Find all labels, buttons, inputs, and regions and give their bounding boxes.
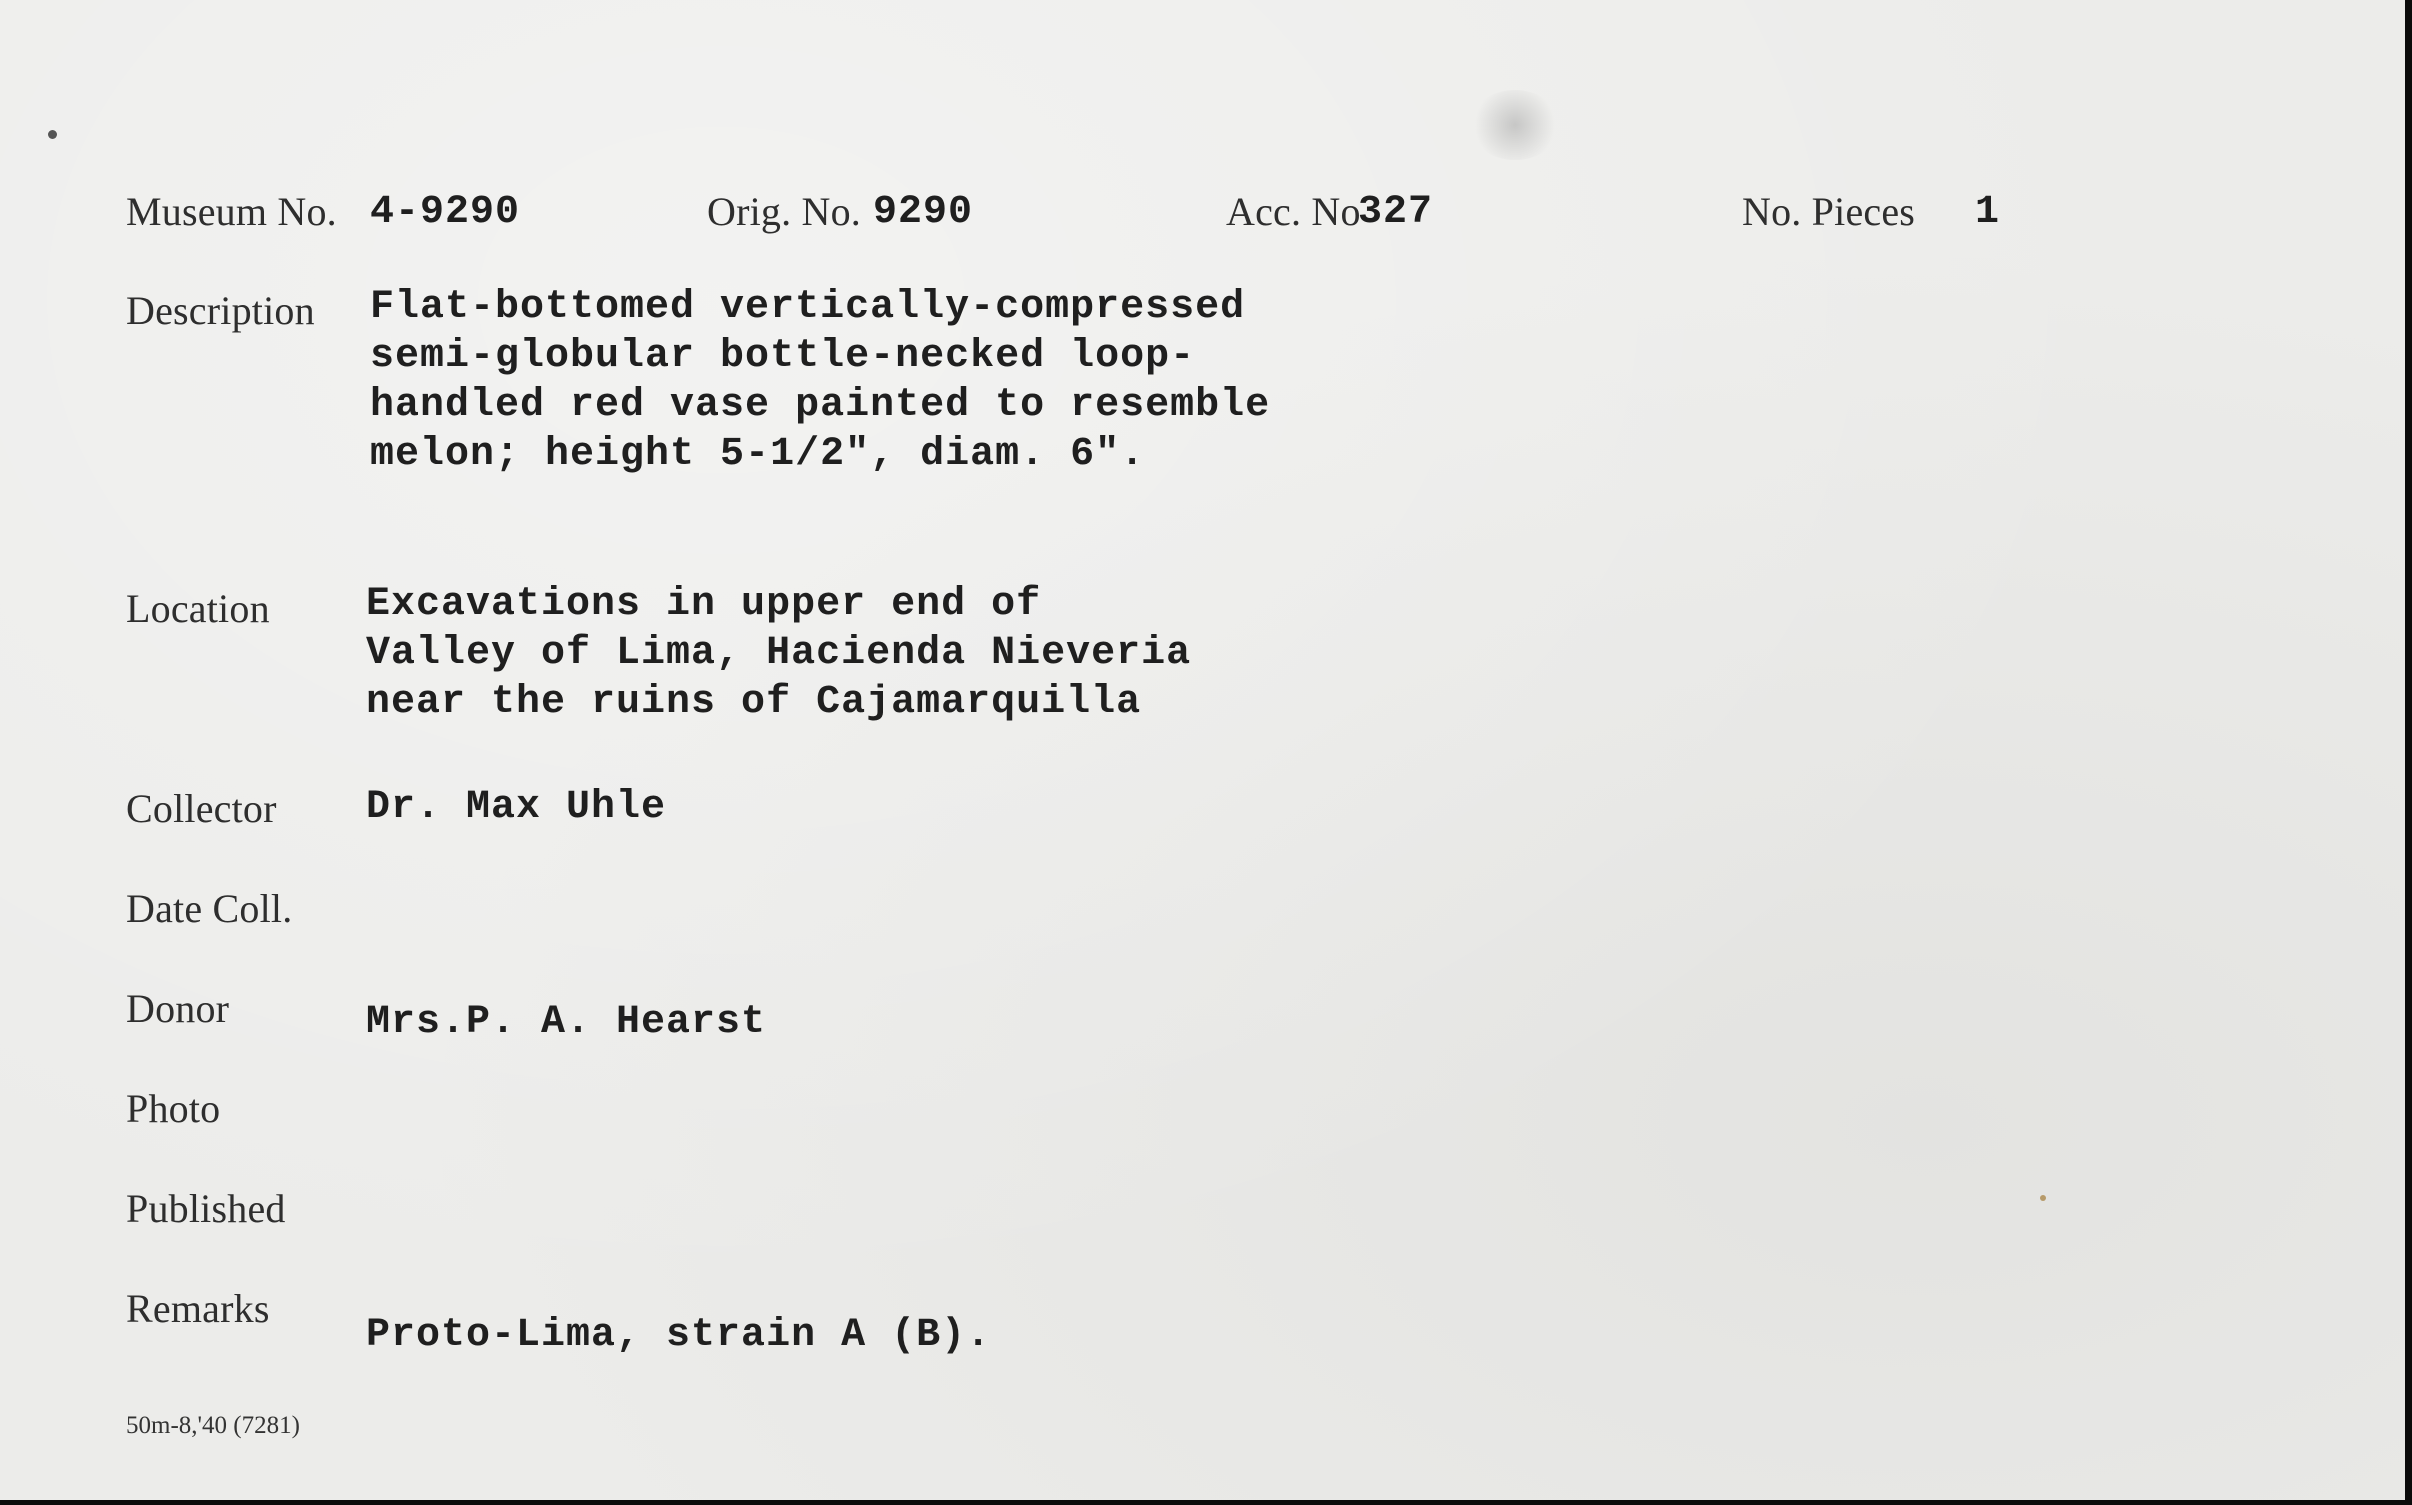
ink-speck	[2040, 1195, 2046, 1201]
photo-label: Photo	[126, 1086, 221, 1131]
date-coll-label: Date Coll.	[126, 886, 293, 931]
donor-value: Mrs.P. A. Hearst	[366, 1000, 767, 1045]
no-pieces-value: 1	[1975, 190, 2001, 235]
print-code: 50m-8,'40 (7281)	[126, 1412, 300, 1439]
museum-no-label: Museum No.	[126, 189, 337, 234]
location-value	[366, 580, 1191, 727]
acc-no-label: Acc. No	[1226, 189, 1361, 234]
collector-value: Dr. Max Uhle	[366, 785, 667, 830]
museum-no-value: 4-9290	[370, 190, 521, 235]
orig-no-value: 9290	[873, 190, 974, 235]
location-line: Excavations in upper end of	[366, 582, 1042, 627]
description-line: semi-globular bottle-necked loop-	[370, 334, 1196, 379]
donor-label: Donor	[126, 986, 230, 1031]
smudge-mark	[1470, 90, 1560, 160]
no-pieces-label: No. Pieces	[1742, 189, 1916, 234]
published-label: Published	[126, 1186, 286, 1231]
description-value	[370, 283, 1270, 479]
description-line: Flat-bottomed vertically-compressed	[370, 285, 1246, 330]
description-line: handled red vase painted to resemble	[370, 383, 1271, 428]
description-label: Description	[126, 288, 315, 333]
collector-label: Collector	[126, 786, 277, 831]
remarks-label: Remarks	[126, 1286, 270, 1331]
acc-no-value: 327	[1358, 190, 1434, 235]
description-line: melon; height 5-1/2", diam. 6".	[370, 432, 1146, 477]
location-label: Location	[126, 586, 270, 631]
orig-no-label: Orig. No.	[707, 189, 862, 234]
ink-speck	[48, 130, 57, 139]
location-line: Valley of Lima, Hacienda Nieveria	[366, 631, 1192, 676]
location-line: near the ruins of Cajamarquilla	[366, 680, 1142, 725]
remarks-value: Proto-Lima, strain A (B).	[366, 1313, 992, 1358]
